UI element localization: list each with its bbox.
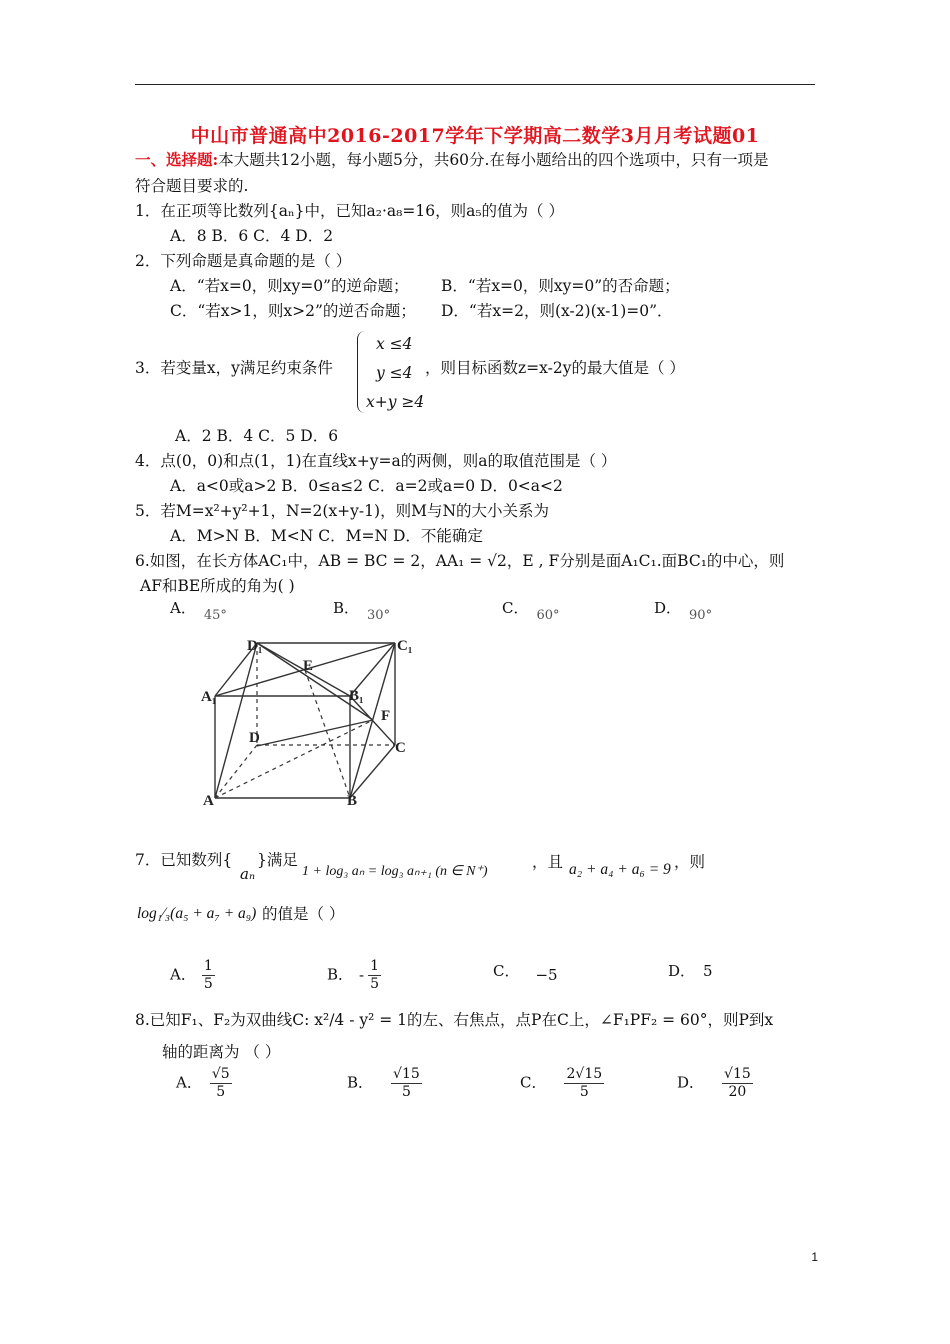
q6-option-d: D． 90°	[654, 599, 713, 623]
label-f: F	[381, 708, 391, 724]
q8-option-d: D． $\frac{√15}{20}$	[677, 1066, 751, 1100]
q8-stem-1: 8.已知F₁、F₂为双曲线C: x²/4 - y² = 1的左、右焦点，点P在C上，∠F₁PF₂ = 60°，则P到x	[135, 1011, 774, 1029]
q7-log: log₁⁄₃(a₅ + a₇ + a₉)	[137, 905, 257, 922]
q7-ask: 的值是（ ）	[262, 905, 345, 923]
q7-relation: 1 + log₃ aₙ = log₃ aₙ₊₁ (n ∈ N⁺)	[302, 864, 488, 879]
label-d: D	[249, 730, 260, 746]
q3-constraint-1: x ≤4	[376, 335, 413, 353]
q7-option-a: A． $\frac{1}{5}$	[170, 958, 213, 992]
section-label: 一、选择题:	[135, 150, 219, 169]
q7-option-c: C． −5	[493, 962, 558, 984]
q3-stem-post: ，则目标函数z=x-2y的最大值是（ ）	[425, 359, 685, 377]
q5-options: A．M>N B．M<N C．M=N D．不能确定	[170, 527, 483, 545]
q7-option-b: B． - $\frac{1}{5}$	[327, 958, 380, 992]
q1-options: A．8 B．6 C．4 D．2	[170, 227, 334, 245]
label-e: E	[303, 658, 314, 674]
page-number: 1	[811, 1250, 818, 1264]
q4-options: A．a<0或a>2 B．0≤a≤2 C．a=2或a=0 D．0<a<2	[170, 477, 563, 495]
q3-constraint-2: y ≤4	[376, 364, 413, 382]
q7-and: ，且	[532, 853, 564, 871]
section-intro: 本大题共12小题，每小题5分，共60分.在每小题给出的四个选项中，只有一项是	[218, 151, 769, 169]
q7-an: aₙ	[240, 865, 256, 883]
q2-option-a: A．“若x=0，则xy=0”的逆命题；	[170, 277, 409, 295]
q3-brace	[357, 331, 366, 413]
header-rule	[135, 84, 815, 85]
q2-stem: 2．下列命题是真命题的是（ ）	[135, 252, 352, 270]
q2-option-c: C．“若x>1，则x>2”的逆否命题；	[170, 302, 416, 320]
label-b1: B₁	[349, 688, 364, 704]
q6-option-c: C． 60°	[502, 599, 560, 623]
q7-sum: a₂ + a₄ + a₆ = 9	[569, 861, 671, 878]
label-c: C	[395, 740, 406, 756]
q3-stem-pre: 3．若变量x，y满足约束条件	[135, 359, 333, 377]
label-b: B	[347, 793, 358, 809]
edge-bc	[350, 745, 395, 798]
page-title: 中山市普通高中2016-2017学年下学期高二数学3月月考试题01	[190, 125, 760, 147]
q8-option-a: A． $\frac{√5}{5}$	[176, 1066, 230, 1100]
line-af-hidden	[215, 720, 373, 798]
q2-option-b: B．“若x=0，则xy=0”的否命题；	[441, 277, 680, 295]
label-a: A	[203, 793, 214, 809]
q1-stem: 1．在正项等比数列{aₙ}中，已知a₂·a₈=16，则a₅的值为（ ）	[135, 202, 564, 220]
q7-then: ，则	[674, 853, 706, 871]
cuboid-figure	[195, 628, 425, 818]
q6-option-b: B． 30°	[333, 599, 391, 623]
line-fd	[257, 720, 373, 746]
q7-mid: }满足	[257, 851, 298, 869]
q4-stem: 4．点(0，0)和点(1，1)在直线x+y=a的两侧，则a的取值范围是（ ）	[135, 452, 617, 470]
section-heading	[135, 150, 768, 170]
q5-stem: 5．若M=x²+y²+1，N=2(x+y-1)，则M与N的大小关系为	[135, 502, 550, 520]
q8-stem-2: 轴的距离为 （ ）	[162, 1043, 281, 1061]
label-c1: C₁	[397, 638, 413, 654]
q7-pre: 7．已知数列{	[135, 851, 233, 869]
label-d1: D₁	[247, 638, 263, 654]
q3-constraint-3: x+y ≥4	[366, 393, 425, 411]
q6-stem-1: 6.如图，在长方体AC₁中，AB = BC = 2，AA₁ = √2，E , F分别是面A₁C₁.面BC₁的中心，则	[135, 552, 785, 570]
section-intro-cont: 符合题目要求的.	[135, 177, 249, 195]
q6-option-a: A． 45°	[170, 599, 227, 623]
diag-ad1	[215, 643, 257, 798]
q6-stem-2: AF和BE所成的角为( )	[140, 577, 295, 595]
q2-option-d: D．“若x=2，则(x-2)(x-1)=0”．	[441, 302, 673, 320]
edge-da-hidden	[215, 745, 257, 798]
q3-options: A．2 B．4 C．5 D．6	[175, 427, 339, 445]
label-a1: A₁	[201, 689, 217, 705]
q8-option-c: C． $\frac{2√15}{5}$	[520, 1066, 603, 1100]
q8-option-b: B． $\frac{√15}{5}$	[347, 1066, 420, 1100]
q7-option-d: D． 5	[668, 962, 713, 980]
